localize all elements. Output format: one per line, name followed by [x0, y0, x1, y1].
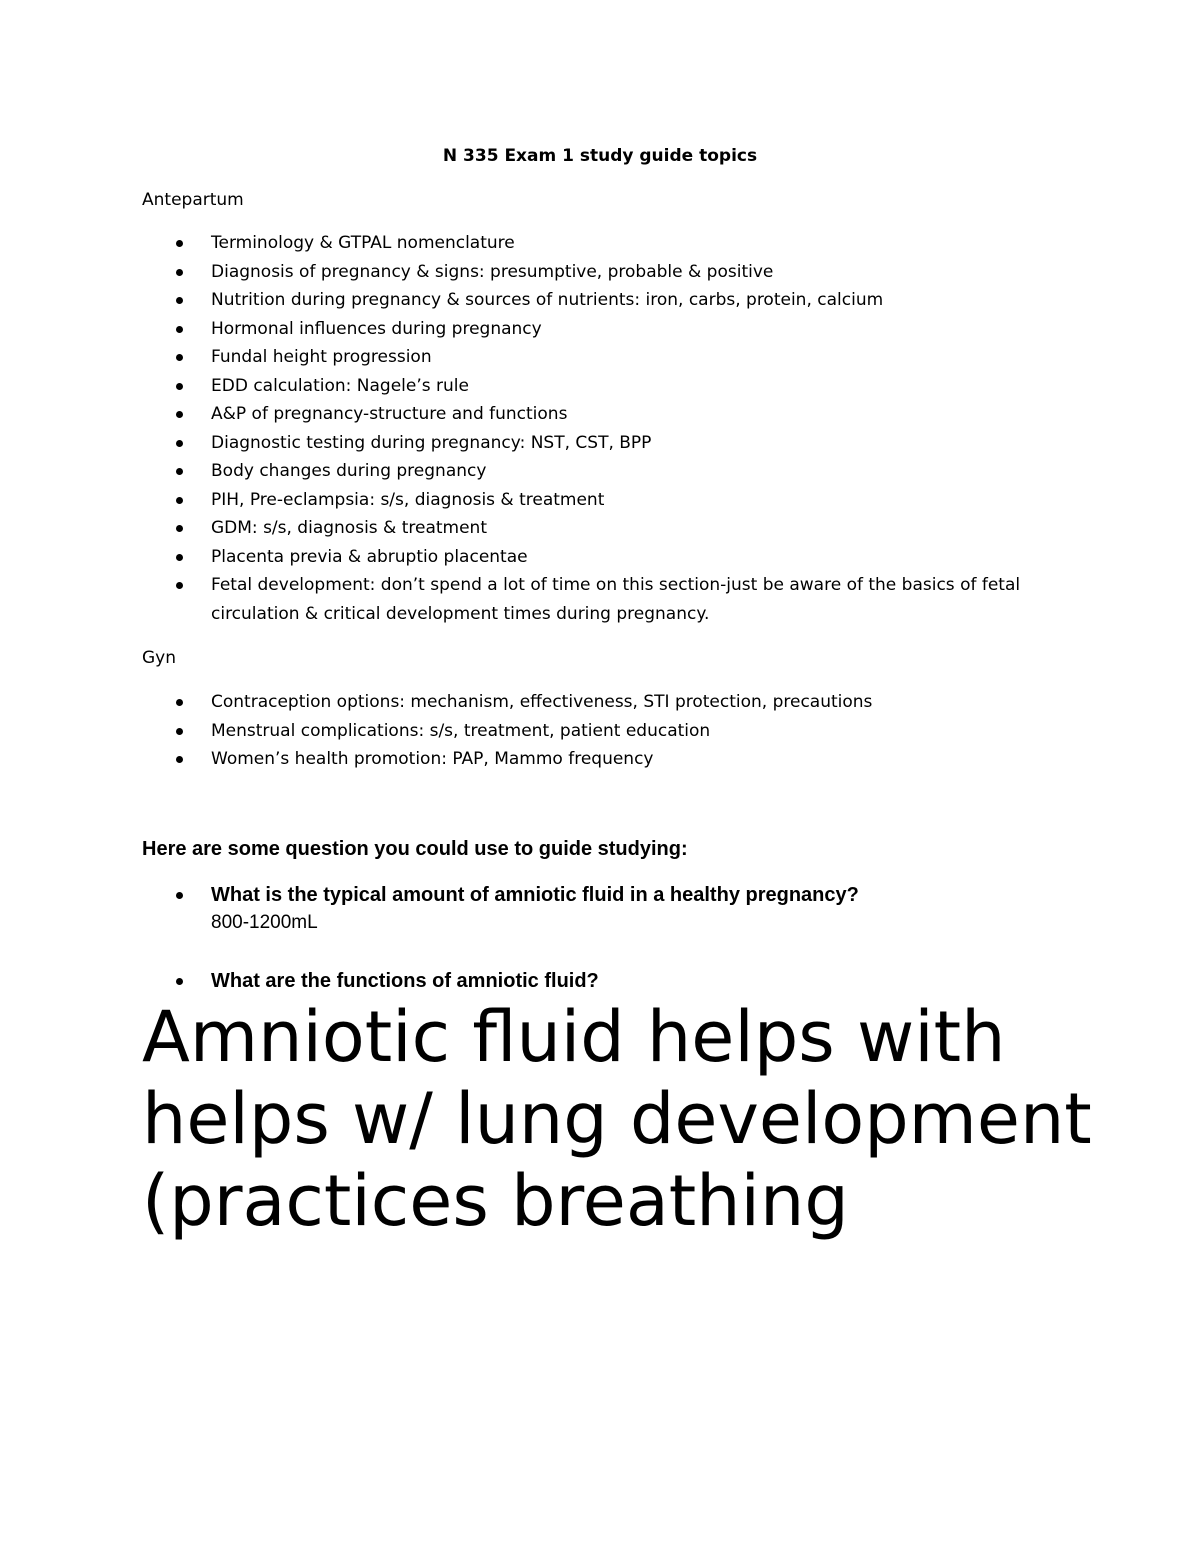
bullet-icon	[176, 468, 183, 475]
list-item-text: Fetal development: don’t spend a lot of time on this section-just be aware of the basics of fetal circulation & critical development times during pregnancy.	[211, 575, 1021, 624]
section-heading-gyn: Gyn	[142, 648, 177, 668]
list-item-text: Women’s health promotion: PAP, Mammo frequency	[211, 749, 654, 769]
list-item-text: Diagnostic testing during pregnancy: NST, CST, BPP	[211, 432, 652, 453]
list-item-text: PIH, Pre-eclampsia: s/s, diagnosis & treatment	[211, 489, 605, 510]
bullet-icon	[176, 354, 183, 361]
list-item	[0, 315, 1200, 344]
antepartum-topic-list	[0, 229, 1200, 628]
bullet-icon	[176, 297, 183, 304]
bullet-icon	[176, 440, 183, 447]
list-item-text: EDD calculation: Nagele’s rule	[211, 375, 469, 396]
list-item	[0, 543, 1200, 572]
question-text: What is the typical amount of amniotic fluid in a healthy pregnancy?	[211, 884, 859, 906]
list-item-text: Menstrual complications: s/s, treatment, patient education	[211, 720, 711, 741]
list-item	[0, 514, 1200, 543]
list-item	[0, 429, 1200, 458]
bullet-icon	[176, 411, 183, 418]
section-heading-antepartum: Antepartum	[142, 190, 244, 210]
large-answer-text: Amniotic fluid helps with helps w/ lung development (practices breathing	[142, 996, 1092, 1242]
question-text: What are the functions of amniotic fluid?	[211, 970, 599, 992]
list-item	[0, 258, 1200, 287]
bullet-icon	[176, 383, 183, 390]
bullet-icon	[176, 756, 183, 763]
bullet-icon	[176, 240, 183, 247]
bullet-icon	[176, 728, 183, 735]
document-title: N 335 Exam 1 study guide topics	[442, 146, 758, 166]
bullet-icon	[176, 554, 183, 561]
list-item-text: Body changes during pregnancy	[211, 461, 487, 481]
list-item	[0, 400, 1200, 429]
list-item	[0, 372, 1200, 401]
list-item-text: Placenta previa & abruptio placentae	[211, 546, 528, 567]
bullet-icon	[176, 699, 183, 706]
gyn-topic-list	[0, 688, 1200, 774]
list-item	[0, 486, 1200, 515]
list-item-text: Contraception options: mechanism, effectiveness, STI protection, precautions	[211, 692, 873, 712]
list-item	[0, 343, 1200, 372]
bullet-icon	[176, 326, 183, 333]
list-item-text: GDM: s/s, diagnosis & treatment	[211, 518, 487, 538]
list-item-text: A&P of pregnancy-structure and functions	[211, 404, 568, 424]
list-item-text: Terminology & GTPAL nomenclature	[211, 233, 515, 253]
list-item	[0, 688, 1200, 717]
list-item	[0, 229, 1200, 258]
list-item-text: Fundal height progression	[211, 347, 432, 367]
bullet-icon	[176, 497, 183, 504]
answer-text: 800-1200mL	[211, 912, 318, 933]
list-item	[0, 717, 1200, 746]
bullet-icon	[176, 525, 183, 532]
questions-heading: Here are some question you could use to guide studying:	[142, 838, 688, 860]
bullet-icon	[176, 978, 183, 985]
list-item	[0, 286, 1200, 315]
list-item	[0, 745, 1200, 774]
bullet-icon	[176, 582, 183, 589]
list-item	[0, 457, 1200, 486]
list-item-text: Nutrition during pregnancy & sources of nutrients: iron, carbs, protein, calcium	[211, 290, 884, 310]
list-item-text: Diagnosis of pregnancy & signs: presumptive, probable & positive	[211, 261, 774, 282]
list-item-text: Hormonal influences during pregnancy	[211, 318, 542, 339]
bullet-icon	[176, 269, 183, 276]
list-item	[0, 571, 1200, 628]
bullet-icon	[176, 892, 183, 899]
